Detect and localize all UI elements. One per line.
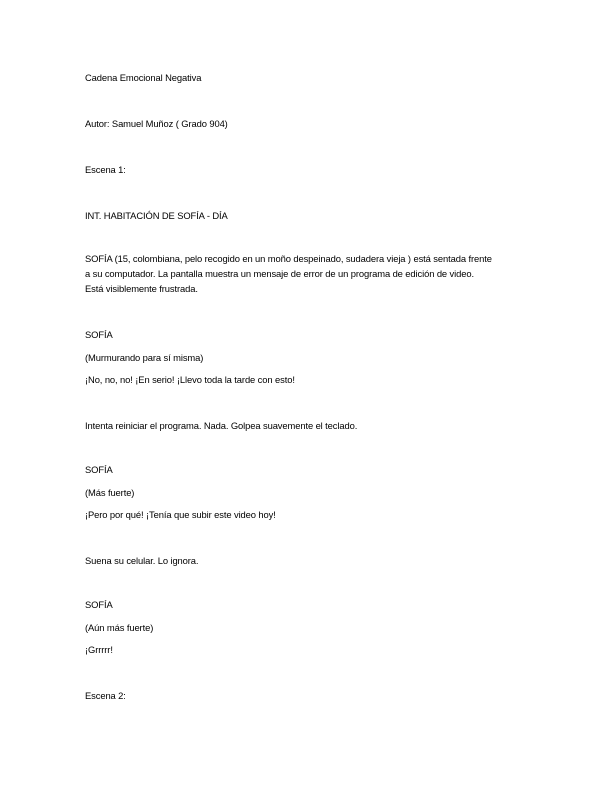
- document-title: Cadena Emocional Negativa: [85, 72, 202, 83]
- scene-1-heading: Escena 1:: [85, 164, 126, 175]
- action-line-2: a su computador. La pantalla muestra un mensaje de error de un programa de edición de video.: [85, 268, 474, 279]
- action-line-3: Está visiblemente frustrada.: [85, 283, 198, 294]
- action-2: Intenta reiniciar el programa. Nada. Golpea suavemente el teclado.: [85, 420, 358, 431]
- dialogue-1-character: SOFÍA: [85, 329, 113, 340]
- slugline: INT. HABITACIÓN DE SOFÍA - DÍA: [85, 210, 228, 221]
- action-line-1: SOFÍA (15, colombiana, pelo recogido en un moño despeinado, sudadera vieja ) está sentada frente: [85, 253, 492, 264]
- action-3: Suena su celular. Lo ignora.: [85, 555, 199, 566]
- scene-2-heading: Escena 2:: [85, 690, 126, 701]
- dialogue-3-line: ¡Grrrrr!: [85, 644, 113, 655]
- dialogue-3-character: SOFÍA: [85, 599, 113, 610]
- author-line: Autor: Samuel Muñoz ( Grado 904): [85, 118, 228, 129]
- dialogue-2-parenthetical: (Más fuerte): [85, 487, 135, 498]
- dialogue-1-parenthetical: (Murmurando para sí misma): [85, 352, 204, 363]
- dialogue-2-character: SOFÍA: [85, 464, 113, 475]
- dialogue-2-line: ¡Pero por qué! ¡Tenía que subir este video hoy!: [85, 509, 276, 520]
- dialogue-1-line: ¡No, no, no! ¡En serio! ¡Llevo toda la tarde con esto!: [85, 374, 295, 385]
- dialogue-3-parenthetical: (Aún más fuerte): [85, 622, 154, 633]
